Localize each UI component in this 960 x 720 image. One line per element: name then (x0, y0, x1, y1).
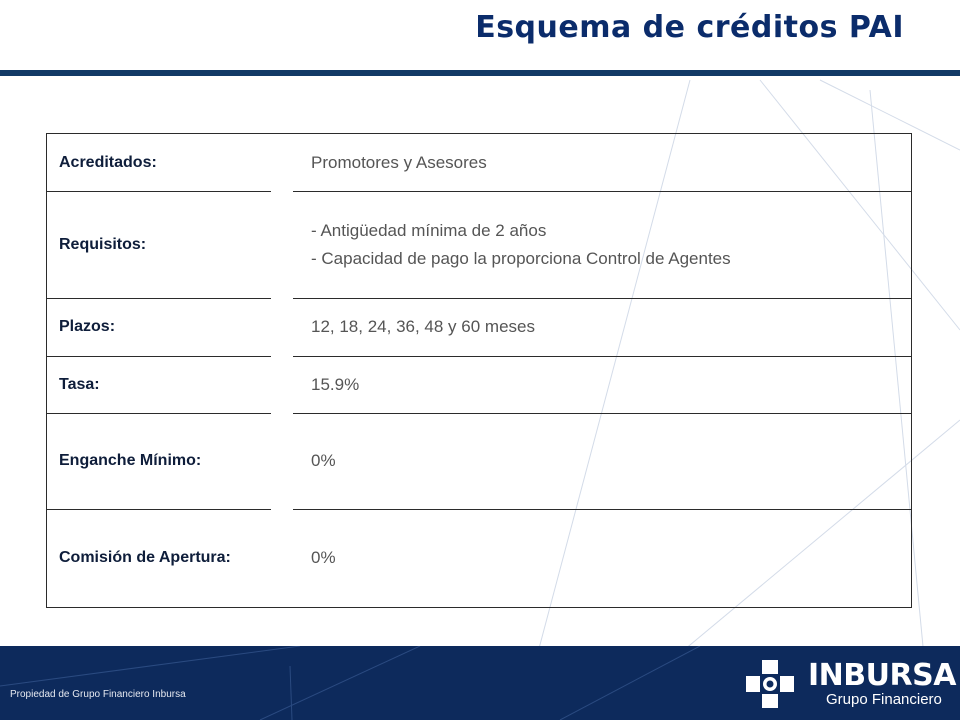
row-value (311, 298, 535, 356)
row-value (311, 356, 359, 413)
brand-name: INBURSA (808, 658, 956, 693)
page-title: Esquema de créditos PAI (475, 10, 904, 45)
table-row (47, 298, 911, 356)
value-line: 0% (311, 451, 336, 470)
credit-scheme-table (46, 133, 912, 608)
table-row (47, 413, 911, 509)
row-label: Tasa: (59, 375, 100, 393)
row-value (311, 413, 336, 509)
row-label: Requisitos: (59, 235, 147, 253)
row-label: Acreditados: (59, 153, 157, 171)
value-line: 0% (311, 548, 336, 567)
value-line: - Capacidad de pago la proporciona Control de Agentes (311, 248, 731, 268)
footer-bar (0, 646, 960, 720)
brand-subtitle: Grupo Financiero (826, 691, 942, 708)
value-line: 12, 18, 24, 36, 48 y 60 meses (311, 317, 535, 336)
table-row (47, 134, 911, 191)
row-label: Comisión de Apertura: (59, 549, 231, 566)
row-value (311, 134, 487, 191)
row-label: Plazos: (59, 318, 116, 335)
row-label: Enganche Mínimo: (59, 452, 202, 469)
inbursa-logo-icon (744, 658, 796, 710)
table-row (47, 191, 911, 298)
value-line: 15.9% (311, 374, 360, 394)
row-value (311, 509, 336, 607)
table-row (47, 356, 911, 413)
title-divider (0, 70, 960, 76)
row-value (311, 191, 731, 298)
value-line: Promotores y Asesores (311, 152, 487, 172)
value-line: - Antigüedad mínima de 2 años (311, 220, 547, 240)
table-row (47, 509, 911, 607)
property-notice: Propiedad de Grupo Financiero Inbursa (10, 689, 186, 700)
